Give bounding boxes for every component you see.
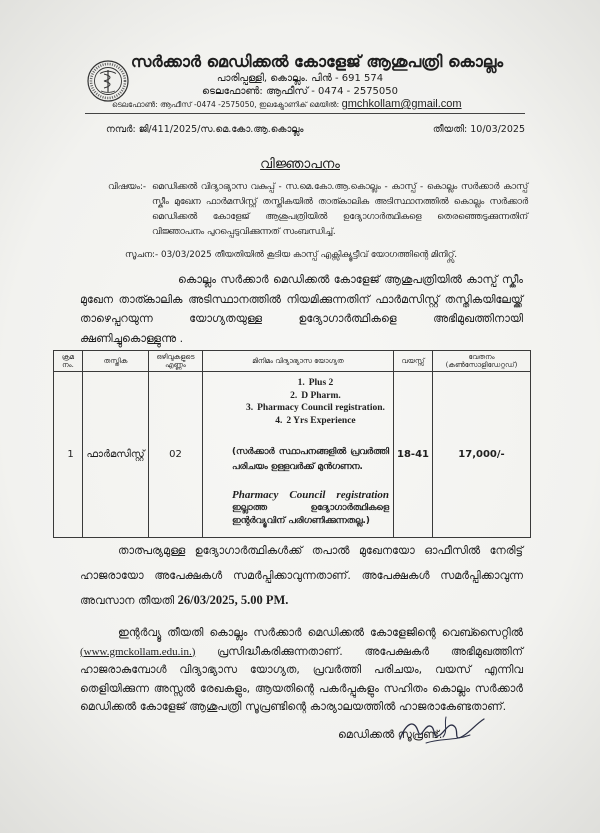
institution-title: സർക്കാർ മെഡിക്കൽ കോളേജ് ആശുപത്രി കൊല്ലം bbox=[130, 52, 504, 71]
qualification-list bbox=[238, 377, 389, 427]
application-deadline: 26/03/2025, 5.00 PM. bbox=[177, 593, 289, 607]
signature-block bbox=[0, 727, 600, 747]
qualification-text: Plus 2 bbox=[308, 378, 334, 388]
qualification-number: 3. bbox=[246, 403, 254, 413]
qualification-item bbox=[238, 377, 389, 390]
header-divider bbox=[85, 113, 525, 114]
intro-paragraph: കൊല്ലം സർക്കാർ മെഡിക്കൽ കോളേജ് ആശുപത്രിയിൽ കാസ്പ് സ്കീം മുഖേന താത്കാലിക അടിസ്ഥാനത്തിൽ നിയമിക്കുന്നതിന് ഫാർമസിസ്റ്റ് തസ്തികയിലേയ്ക്ക് താഴെപ്പറയുന്ന യോഗ്യതയുള്ള ഉദ്യോഗാർത്ഥികളെ അഭിമുഖത്തിനായി ക്ഷണിച്ചുകൊള്ളുന്നു . bbox=[80, 273, 523, 345]
qualification-item bbox=[238, 390, 389, 403]
institution-phone: ടെലഫോൺ: ആഫീസ് - 0474 - 2575050 bbox=[201, 86, 399, 97]
cell-post: ഫാർമസിസ്റ്റ് bbox=[83, 372, 149, 538]
table-header-row bbox=[54, 351, 531, 372]
qualification-text: Pharmacy Council registration. bbox=[257, 403, 385, 413]
reference-number: നമ്പർ: ജി/411/2025/സ.മെ.കോ.ആ.കൊല്ലം bbox=[106, 124, 304, 135]
qualification-number: 1. bbox=[297, 378, 305, 388]
application-text: താത്പര്യമുള്ള ഉദ്യോഗാർത്ഥികൾക്ക് തപാൽ മുഖേനയോ ഓഫീസിൽ നേരിട്ട് ഹാജരായോ അപേക്ഷകൾ സമർപ്പിക്കാവുന്നതാണ്. അപേക്ഷകൾ സമർപ്പിക്കാവുന്ന അവസാന തീയതി bbox=[80, 544, 523, 607]
interview-paragraph bbox=[80, 624, 523, 717]
cell-serial: 1 bbox=[54, 372, 83, 538]
qualification-text: D Pharm. bbox=[301, 390, 341, 401]
handwritten-signature bbox=[396, 713, 488, 749]
col-header-salary: വേതനം (കൺസോളിഡേറ്റഡ്) bbox=[433, 351, 531, 372]
website-url: (www.gmckollam.edu.in.) bbox=[80, 645, 196, 658]
col-header-age: വയസ്സ് bbox=[394, 351, 433, 372]
col-header-post: തസ്തിക bbox=[83, 351, 149, 372]
interview-text-before: ഇന്റർവ്യൂ തീയതി കൊല്ലം സർക്കാർ മെഡിക്കൽ കോളേജിന്റെ വെബ്സൈറ്റിൽ bbox=[118, 626, 523, 639]
registration-note-english: Pharmacy Council registration bbox=[232, 489, 389, 501]
registration-note bbox=[232, 488, 389, 528]
interview-text-after: പ്രസിദ്ധീകരിക്കുന്നതാണ്. അപേക്ഷകർ അഭിമുഖത്തിന് ഹാജരാകുമ്പോൾ വിദ്യാഭ്യാസ യോഗ്യത, പ്രവർത്തി പരിചയം, വയസ് എന്നിവ തെളിയിക്കുന്ന അസ്സൽ രേഖകളും, ആയതിന്റെ പകർപ്പുകളും സഹിതം കൊല്ലം സർക്കാർ മെഡിക്കൽ കോളേജ് ആശുപത്രി സൂപ്രണ്ടിന്റെ കാര്യാലയത്തിൽ ഹാജരാകേണ്ടതാണ്. bbox=[80, 644, 523, 713]
contact-line bbox=[112, 98, 542, 111]
col-header-serial: ക്രമ നം. bbox=[54, 351, 83, 372]
cell-age: 18-41 bbox=[394, 372, 433, 538]
table-row bbox=[54, 372, 531, 538]
citation-line: സൂചന:- 03/03/2025 തീയതിയിൽ കൂടിയ കാസ്പ് എക്സിക്യൂട്ടീവ് യോഗത്തിന്റെ മിനിറ്റ്സ്. bbox=[125, 250, 458, 260]
preference-note: (സർക്കാർ സ്ഥാപനങ്ങളിൽ പ്രവർത്തി പരിചയം ഉള്ളവർക്ക് മുൻഗണന. bbox=[232, 447, 389, 472]
subject-text: മെഡിക്കൽ വിദ്യാഭ്യാസ വകുപ്പ് - സ.മെ.കോ.ആ.കൊല്ലം - കാസ്പ് - കൊല്ലം സർക്കാർ കാസ്പ് സ്കീം മുഖേന ഫാർമസിസ്റ്റ് തസ്തികയിൽ താത്കാലിക അടിസ്ഥാനത്തിൽ കൊല്ലം സർക്കാർ മെഡിക്കൽ കോളേജ് ആശുപത്രിയിൽ ഉദ്യോഗാർത്ഥികളെ തെരഞ്ഞെടുക്കുന്നതിന് വിജ്ഞാപനം പുറപ്പെടുവിക്കുന്നത് സംബന്ധിച്ച്. bbox=[152, 182, 528, 237]
government-seal-icon bbox=[87, 60, 129, 102]
subject-label: വിഷയം:- bbox=[108, 182, 147, 192]
application-paragraph bbox=[80, 538, 523, 613]
heading-text: വിജ്ഞാപനം bbox=[260, 156, 340, 172]
qualification-text: 2 Yrs Experience bbox=[286, 415, 356, 426]
reference-row bbox=[106, 123, 525, 137]
vacancy-table bbox=[53, 350, 531, 538]
document-heading bbox=[0, 156, 600, 172]
signatory-title: മെഡിക്കൽ സൂപ്രണ്ട്. bbox=[338, 727, 443, 741]
cell-vacancies: 02 bbox=[149, 372, 203, 538]
qualification-number: 2. bbox=[290, 390, 298, 401]
cell-qualification bbox=[203, 372, 394, 538]
col-header-qualification: മിനിമം വിദ്യാഭ്യാസ യോഗ്യത bbox=[203, 351, 394, 372]
col-header-vacancies: ഒഴിവുകളുടെ എണ്ണം bbox=[149, 351, 203, 372]
qualification-item bbox=[238, 415, 389, 428]
institution-address: പാരിപ്പള്ളി, കൊല്ലം. പിൻ - 691 574 bbox=[216, 73, 384, 84]
cell-salary: 17,000/- bbox=[433, 372, 531, 538]
reference-date: തീയതി: 10/03/2025 bbox=[432, 124, 525, 135]
subject-block bbox=[108, 180, 528, 240]
registration-note-malayalam: ഇല്ലാത്ത ഉദ്യോഗാർത്ഥികളെ ഇന്റർവ്യൂവിന് പരിഗണിക്കുന്നതല്ല.) bbox=[232, 503, 389, 526]
contact-prefix: ടെലഫോൺ: ആഫീസ് -0474 -2575050, ഇലക്ട്രോണിക് മെയിൽ: bbox=[112, 100, 340, 109]
email-address: gmchkollam@gmail.com bbox=[341, 98, 462, 110]
qualification-item bbox=[238, 402, 389, 415]
letterhead bbox=[130, 52, 504, 98]
qualification-number: 4. bbox=[275, 415, 283, 426]
